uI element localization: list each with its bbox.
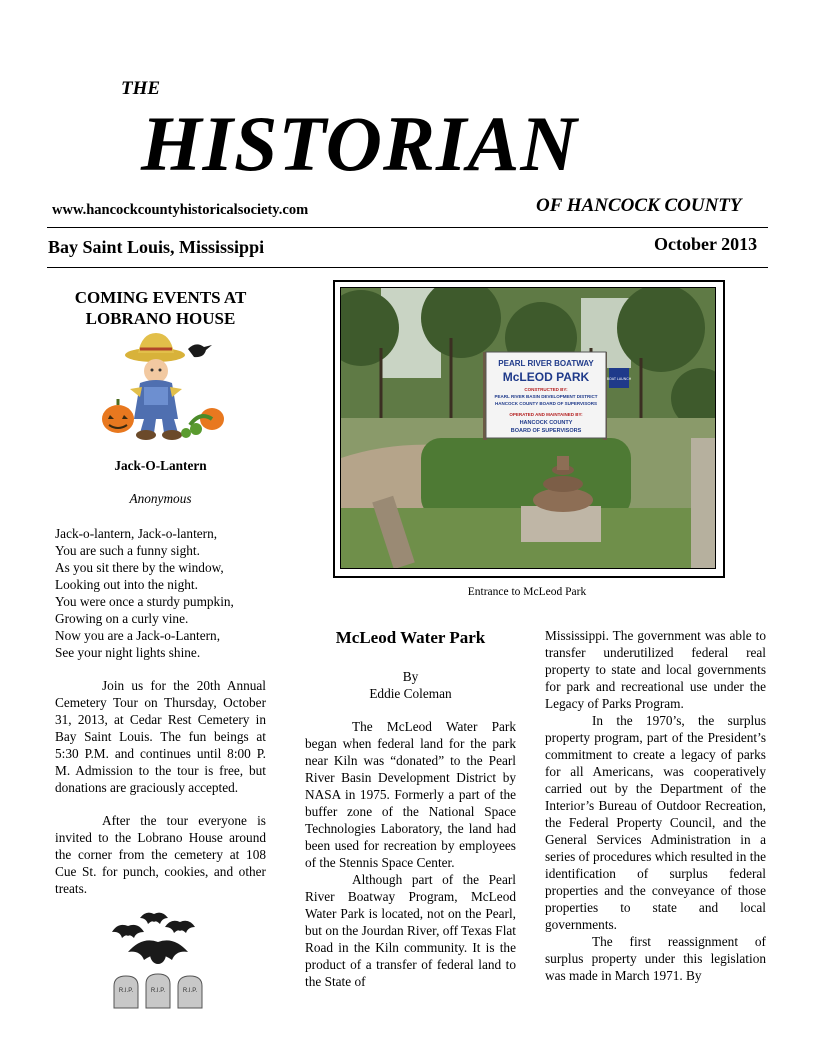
- poem-line: Jack-o-lantern, Jack-o-lantern,: [55, 526, 218, 541]
- sign-line: CONSTRUCTED BY:: [524, 387, 568, 392]
- article-column-2: [305, 718, 516, 990]
- sign-line: OPERATED AND MAINTAINED BY:: [509, 412, 583, 417]
- poem-title: Jack-O-Lantern: [114, 458, 207, 473]
- tombstone-label: R.I.P.: [118, 988, 134, 994]
- events-heading: COMING EVENTS AT LOBRANO HOUSE: [74, 288, 247, 328]
- poem-line: See your night lights shine.: [55, 645, 201, 660]
- poem-line: Now you are a Jack-o-Lantern,: [55, 628, 221, 643]
- byline-author: Eddie Coleman: [369, 686, 452, 701]
- poem-text: [55, 525, 266, 661]
- sign-line: PEARL RIVER BOATWAY: [498, 359, 594, 368]
- lobrano-house-paragraph: After the tour everyone is invited to the Lobrano House around the corner from the cemetery at 108 Cue St. for punch, cookies, and other treats.: [55, 813, 266, 896]
- sign-line: PEARL RIVER BASIN DEVELOPMENT DISTRICT: [494, 394, 598, 399]
- header-rule-top: [47, 227, 768, 228]
- article-paragraph: Although part of the Pearl River Boatway Program, McLeod Water Park is located, not on the Pearl, but on the Jourdan River, off Texas Flat Road in the Kiln community. It is the product of a transfer of federal land to the State of: [305, 872, 516, 989]
- poem-line: As you sit there by the window,: [55, 560, 224, 575]
- article-byline: [305, 668, 516, 702]
- article-column-3: [545, 627, 766, 984]
- poem-line: Growing on a curly vine.: [55, 611, 189, 626]
- bats-tombstones-illustration: [110, 910, 215, 1010]
- cemetery-tour-paragraph: Join us for the 20th Annual Cemetery Tour on Thursday, October 31, 2013, at Cedar Rest Cemetery in Bay Saint Louis. The fun beings at 5:30 P.M. and continues until 8:00 P. M. Admission to the tour is free, but donations are graciously accepted.: [55, 678, 266, 795]
- tombstone-label: R.I.P.: [150, 988, 166, 994]
- poem-line: You were once a sturdy pumpkin,: [55, 594, 234, 609]
- tombstone-label: R.I.P.: [182, 988, 198, 994]
- boat-launch-sign: BOAT LAUNCH: [606, 377, 632, 381]
- article-paragraph: The first reassignment of surplus property under this legislation was made in March 1971. By: [545, 934, 766, 983]
- article-title: McLeod Water Park: [335, 628, 486, 647]
- photo-caption: Entrance to McLeod Park: [467, 586, 587, 598]
- masthead-title: HISTORIAN: [141, 100, 578, 187]
- article-paragraph: Mississippi. The government was able to transfer underutilized federal real property to state and local governments for park and recreational use under the Legacy of Parks Program.: [545, 628, 766, 711]
- website-url[interactable]: www.hancockcountyhistoricalsociety.com: [52, 202, 309, 218]
- masthead-the: THE: [121, 78, 161, 99]
- byline-by: By: [402, 669, 419, 684]
- sign-line: McLEOD PARK: [502, 370, 590, 384]
- scarecrow-illustration: [100, 333, 230, 448]
- park-entrance-photo: [340, 287, 716, 569]
- location-line: Bay Saint Louis, Mississippi: [48, 237, 265, 257]
- masthead-subtitle: OF HANCOCK COUNTY: [536, 195, 742, 216]
- article-paragraph: The McLeod Water Park began when federal land for the park near Kiln was “donated” to the Pearl River Basin Development District by NASA in 1975. Formerly a part of the buffer zone of the National Space Technologies Laboratory, the land had been used for recreation by employees of the Stennis Space Center.: [305, 719, 516, 870]
- article-paragraph: In the 1970’s, the surplus property program, part of the President’s commitment to create a legacy of parks for all Americans, was cooperatively carried out by the Department of the Interior’s Bureau of Outdoor Recreation, the Federal Property Council, and the General Services Administration in a series of procedures which resulted in the identification of surplus federal properties and the conveyance of those properties to state and local governments.: [545, 713, 766, 932]
- issue-date: October 2013: [654, 234, 758, 254]
- park-photo-frame: [333, 280, 725, 578]
- poem-author: Anonymous: [129, 491, 192, 506]
- sign-line: BOARD OF SUPERVISORS: [510, 428, 582, 434]
- poem-line: Looking out into the night.: [55, 577, 198, 592]
- header-rule-bottom: [47, 267, 768, 268]
- poem-line: You are such a funny sight.: [55, 543, 200, 558]
- sign-line: HANCOCK COUNTY: [519, 420, 573, 426]
- sign-line: HANCOCK COUNTY BOARD OF SUPERVISORS: [494, 401, 598, 406]
